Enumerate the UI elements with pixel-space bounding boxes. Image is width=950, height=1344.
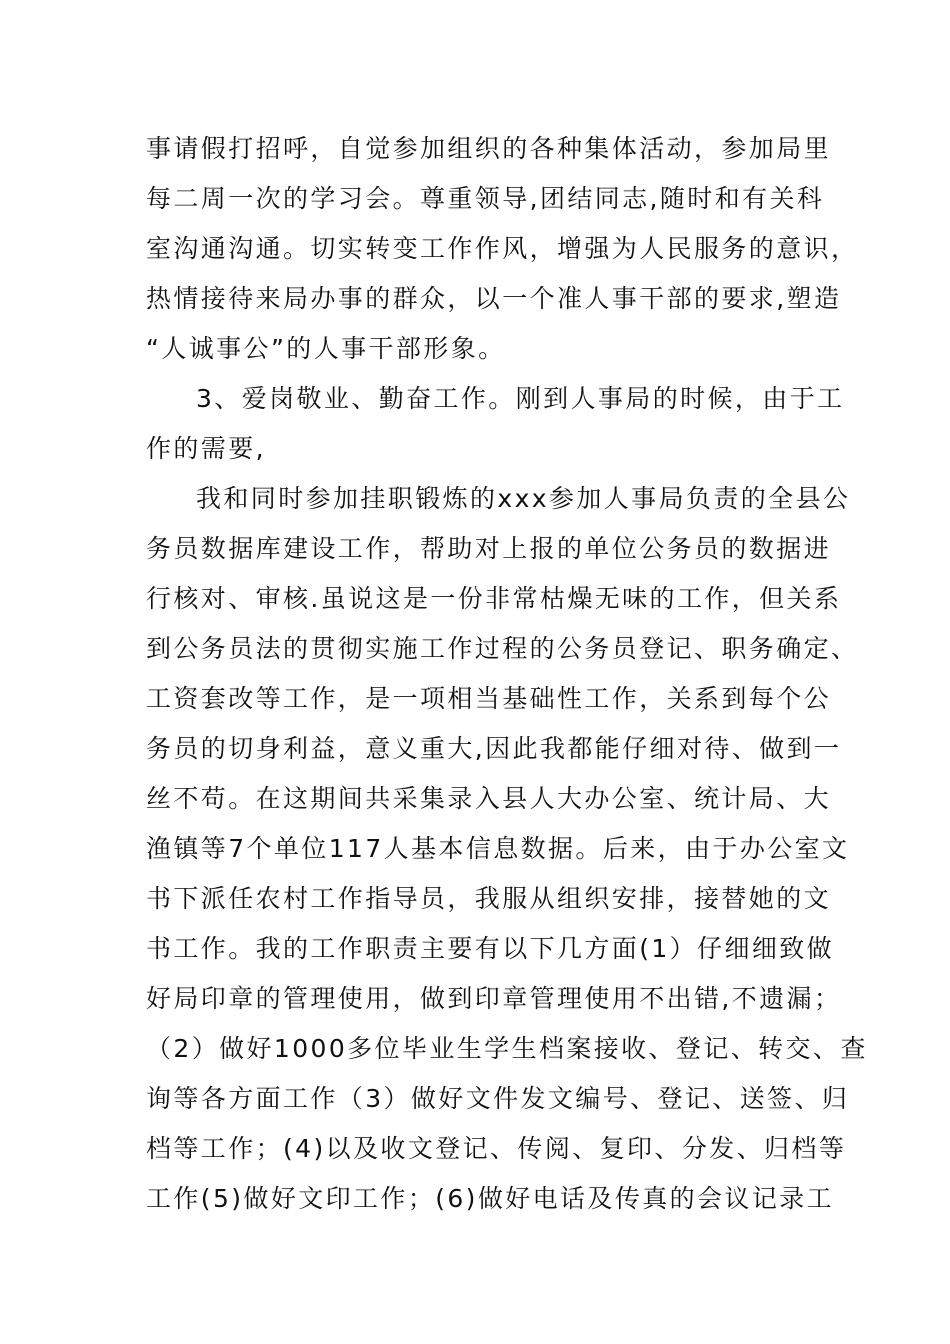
text-line: “人诚事公”的人事干部形象。 [146, 334, 506, 363]
text-line: 事请假打招呼，自觉参加组织的各种集体活动，参加局里 [146, 134, 832, 163]
text-line: 询等各方面工作（3）做好文件发文编号、登记、送签、归 [146, 1084, 850, 1113]
text-line: 档等工作；(4)以及收文登记、传阅、复印、分发、归档等 [146, 1134, 847, 1163]
text-line: 我和同时参加挂职锻炼的xxx参加人事局负责的全县公 [196, 484, 851, 513]
text-line: 工作(5)做好文印工作；(6)做好电话及传真的会议记录工 [146, 1184, 835, 1213]
text-line: 作的需要, [146, 434, 266, 463]
text-line: 到公务员法的贯彻实施工作过程的公务员登记、职务确定、 [146, 634, 859, 663]
text-line: 室沟通沟通。切实转变工作作风，增强为人民服务的意识， [146, 234, 859, 263]
text-line: 务员的切身利益，意义重大,因此我都能仔细对待、做到一 [146, 734, 842, 763]
text-line: 务员数据库建设工作，帮助对上报的单位公务员的数据进 [146, 534, 832, 563]
text-line: 每二周一次的学习会。尊重领导,团结同志,随时和有关科 [146, 184, 825, 213]
text-line: 工资套改等工作，是一项相当基础性工作，关系到每个公 [146, 684, 832, 713]
text-line: 书下派任农村工作指导员，我服从组织安排，接替她的文 [146, 884, 832, 913]
text-line: 3、爱岗敬业、勤奋工作。刚到人事局的时候，由于工 [196, 384, 845, 413]
text-line: 热情接待来局办事的群众，以一个准人事干部的要求,塑造 [146, 284, 842, 313]
text-line: 好局印章的管理使用，做到印章管理使用不出错,不遗漏； [146, 984, 842, 1013]
text-line: 丝不苟。在这期间共采集录入县人大办公室、统计局、大 [146, 784, 832, 813]
text-line: 渔镇等7个单位117人基本信息数据。后来，由于办公室文 [146, 834, 850, 863]
text-line: 行核对、审核.虽说这是一份非常枯燥无味的工作，但关系 [146, 584, 842, 613]
text-line: （2）做好1000多位毕业生学生档案接收、登记、转交、查 [146, 1034, 868, 1063]
text-line: 书工作。我的工作职责主要有以下几方面(1）仔细细致做 [146, 934, 835, 963]
